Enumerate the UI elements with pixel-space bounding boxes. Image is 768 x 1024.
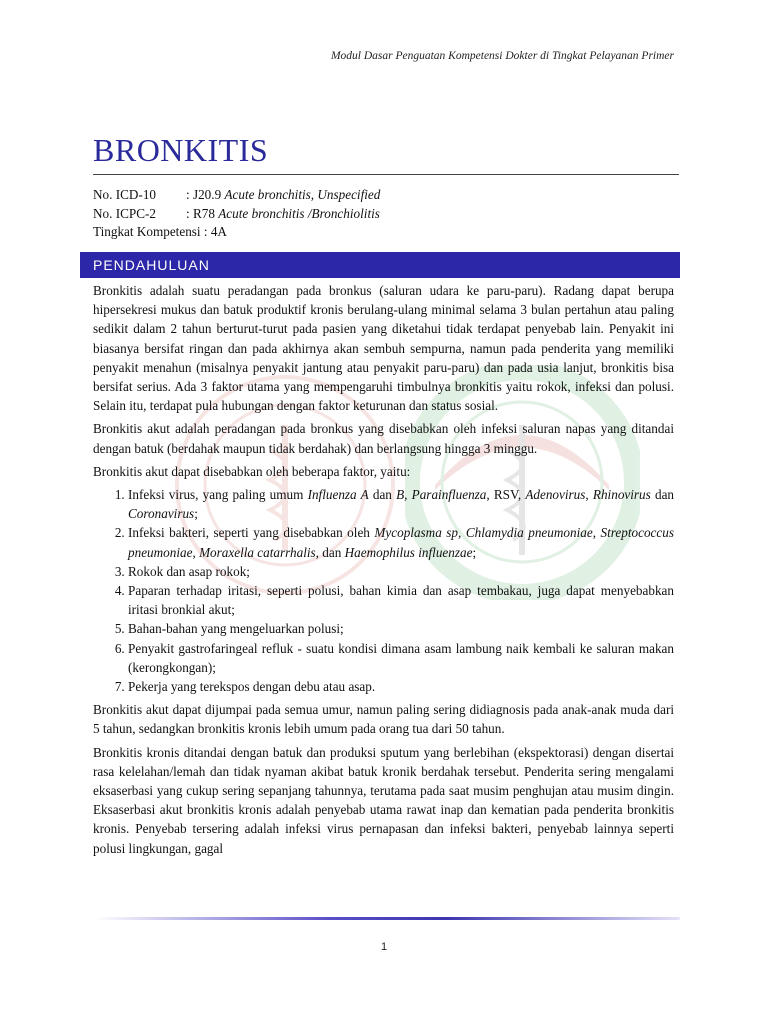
title-divider (93, 174, 679, 175)
paragraph-chronic: Bronkitis kronis ditandai dengan batuk dan produksi sputum yang berlebihan (ekspektorasi) dengan disertai rasa kelelahan/lemah dan tidak nyaman akibat batuk kronik berdahak tersebut. Penderita sering mengalami eksaserbasi yang cukup sering sepanjang tahunnya, terutama pada saat musim penghujan atau musim dingin. Eksaserbasi akut bronkitis kronis adalah penyebab utama rawat inap dan kematian pada penderita bronkitis kronis. Penyebab tersering adalah infeksi virus pernapasan dan infeksi bakteri, penyebab lainnya seperti polusi lingkungan, gagal (93, 744, 674, 856)
paragraph-age: Bronkitis akut dapat dijumpai pada semua umur, namun paling sering didiagnosis pada anak-anak muda dari 5 tahun, sedangkan bronkitis kronis lebih umum pada orang tua dari 50 tahun. (93, 702, 674, 737)
list-item-viral: 1. Infeksi virus, yang paling umum Influenza A dan B, Parainfluenza, RSV, Adenovirus, Rhinovirus dan Coronavirus; (128, 485, 674, 523)
paragraph-causes-intro: Bronkitis akut dapat disebabkan oleh beberapa faktor, yaitu: (93, 463, 411, 479)
icd10-code: : J20.9 (186, 187, 225, 202)
footer-divider (95, 917, 680, 920)
body-content (93, 281, 674, 862)
icd10-label: No. ICD-10 (93, 187, 157, 202)
list-item-bacterial: 2. Infeksi bakteri, seperti yang disebabkan oleh Mycoplasma sp, Chlamydia pneumoniae, Streptococcus pneumoniae, Moraxella catarrhalis, dan Haemophilus influenzae; (128, 523, 674, 561)
page-title: BRONKITIS (93, 132, 269, 168)
icd10-description: Acute bronchitis, Unspecified (224, 187, 381, 202)
causes-list (93, 485, 674, 696)
competence-level: Tingkat Kompetensi : 4A (93, 224, 227, 239)
icd10-row (93, 186, 380, 205)
paragraph-acute: Bronkitis akut adalah peradangan pada bronkus yang disebabkan oleh infeksi saluran napas yang ditandai dengan batuk (berdahak maupun tidak berdahak) dan berlangsung hingga 3 minggu. (93, 421, 674, 456)
list-item-workers: 7. Pekerja yang terekspos dengan debu atau asap. (128, 677, 674, 696)
section-header-pendahuluan: PENDAHULUAN (80, 252, 680, 278)
list-item-smoking: 3. Rokok dan asap rokok; (128, 562, 674, 581)
list-item-irritants: 4. Paparan terhadap iritasi, seperti polusi, bahan kimia dan asap tembakau, juga dapat menyebabkan iritasi bronkial akut; (128, 581, 674, 619)
icpc2-row (93, 205, 380, 224)
page-number: 1 (380, 941, 388, 953)
paragraph-definition: Bronkitis adalah suatu peradangan pada bronkus (saluran udara ke paru-paru). Radang dapat berupa hipersekresi mukus dan batuk produktif kronis berulang-ulang minimal selama 3 bulan pertahun atau paling sedikit dalam 2 tahun berturut-turut pada pasien yang diketahui tidak terdapat penyebab lain. Penyakit ini biasanya bersifat ringan dan pada akhirnya akan sembuh sempurna, namun pada penderita yang memiliki penyakit menahun (misalnya penyakit jantung atau penyakit paru-paru) dan pada usia lanjut, bronkitis bisa bersifat serius. Ada 3 faktor utama yang mempengaruhi timbulnya bronkitis yaitu rokok, infeksi dan polusi. Selain itu, terdapat pula hubungan dengan faktor keturunan dan status sosial. (93, 283, 674, 414)
classification-block (93, 186, 380, 242)
running-header: Modul Dasar Penguatan Kompetensi Dokter di Tingkat Pelayanan Primer (330, 50, 674, 62)
icpc2-description: Acute bronchitis /Bronchiolitis (218, 205, 380, 221)
icpc2-code: : R78 (186, 205, 219, 221)
list-item-reflux: 6. Penyakit gastrofaringeal refluk - suatu kondisi dimana asam lambung naik kembali ke saluran makan (kerongkongan); (128, 639, 674, 677)
list-item-pollutants: 5. Bahan-bahan yang mengeluarkan polusi; (128, 619, 674, 638)
icpc2-label: No. ICPC-2 (93, 205, 157, 221)
